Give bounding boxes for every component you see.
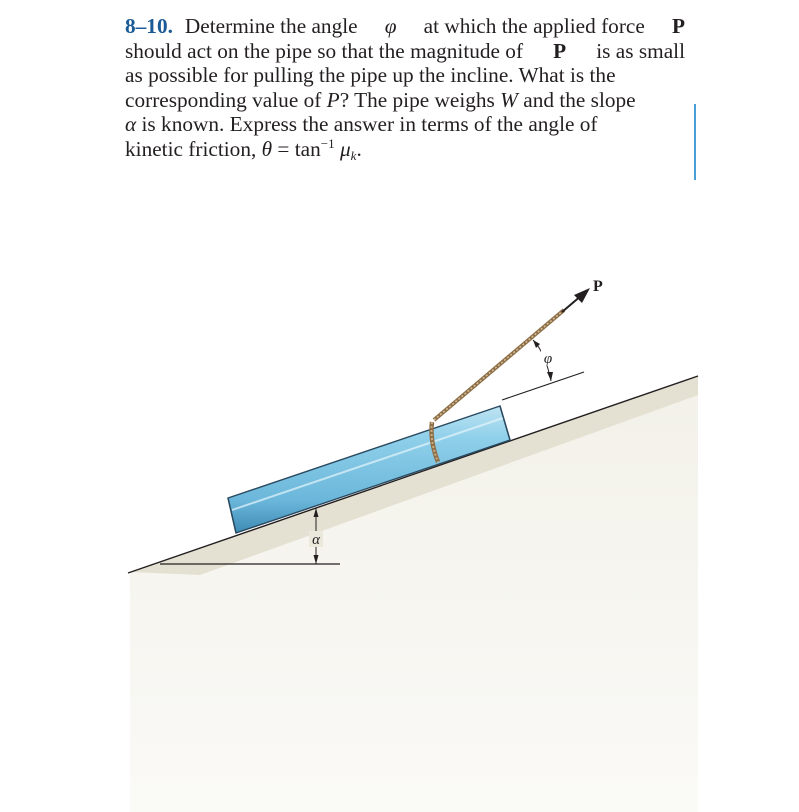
force-symbol: P <box>671 14 685 38</box>
problem-line-6: kinetic friction, $\theta = \tan^{-1} \mu_k$. <box>125 135 362 163</box>
problem-line-3: as possible for pulling the pipe up the incline. What is the <box>125 63 616 88</box>
problem-line-4: corresponding value of P? The pipe weighs W and the slope <box>125 87 636 112</box>
problem-line-2: should act on the pipe so that the magnitude of P is as small <box>125 38 685 63</box>
problem-line-1: 8–10. Determine the angle φ at which the applied force P <box>125 14 685 38</box>
problem-line-5: α is known. Express the answer in terms of the angle of <box>125 112 598 137</box>
phi-symbol: φ <box>384 14 397 38</box>
phi-arrow-bottom <box>547 372 553 381</box>
problem-number: 8–10. <box>125 14 173 38</box>
phi-label: φ <box>543 351 553 367</box>
phi-reference-line <box>502 372 584 400</box>
alpha-label: α <box>312 532 320 548</box>
force-label: P <box>593 278 603 295</box>
